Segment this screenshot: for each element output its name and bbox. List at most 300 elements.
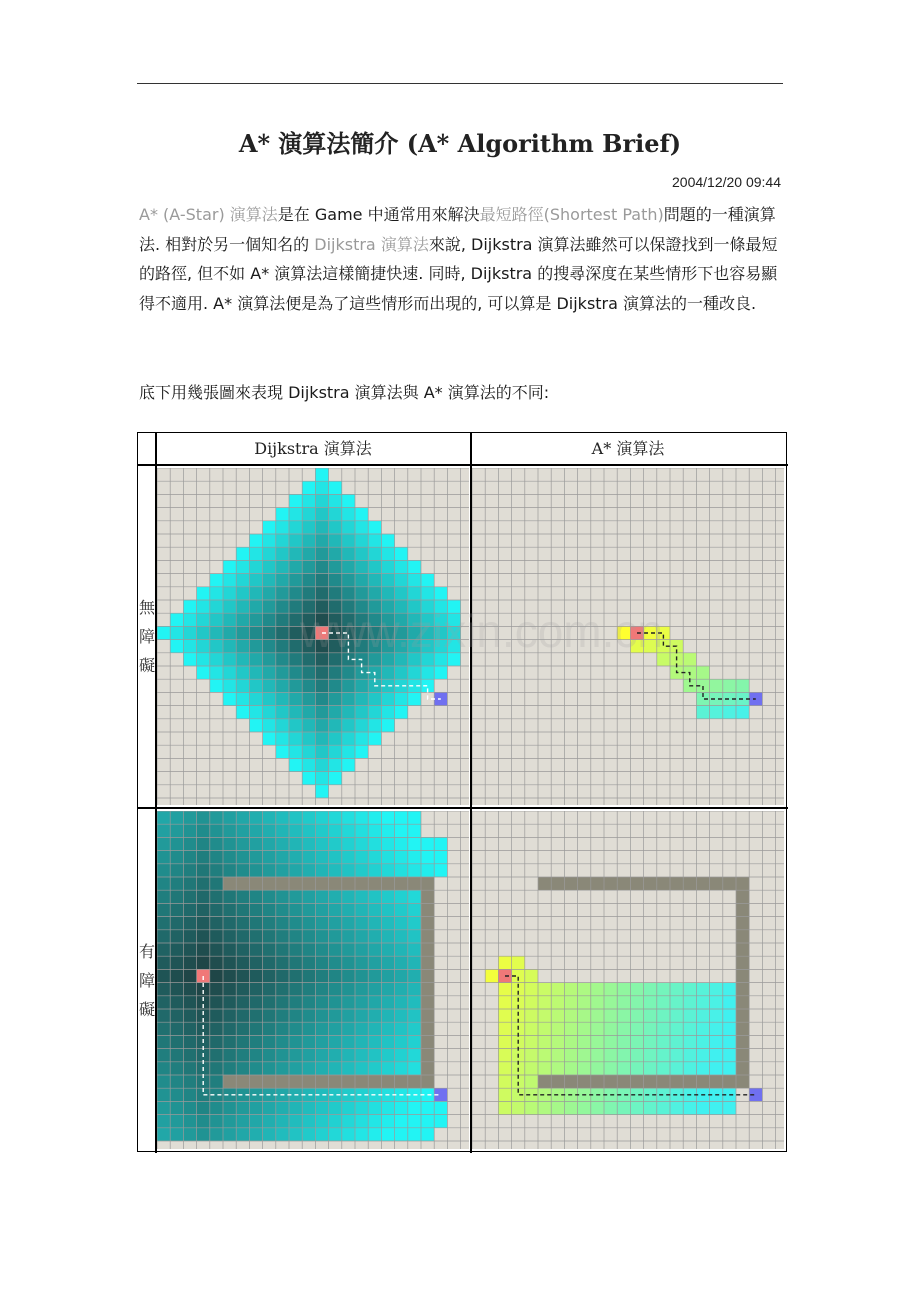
explored-cell bbox=[395, 574, 408, 587]
explored-cell bbox=[498, 1009, 511, 1022]
explored-cell bbox=[368, 864, 381, 877]
explored-cell bbox=[197, 613, 210, 626]
wall-cell bbox=[736, 1022, 749, 1035]
explored-cell bbox=[342, 1035, 355, 1048]
explored-cell bbox=[289, 930, 302, 943]
explored-cell bbox=[315, 653, 328, 666]
explored-cell bbox=[263, 837, 276, 850]
explored-cell bbox=[315, 772, 328, 785]
explored-cell bbox=[368, 811, 381, 824]
explored-cell bbox=[381, 1049, 394, 1062]
explored-cell bbox=[315, 494, 328, 507]
wall-cell bbox=[355, 1075, 368, 1088]
explored-cell bbox=[381, 1009, 394, 1022]
explored-cell bbox=[395, 903, 408, 916]
explored-cell bbox=[170, 969, 183, 982]
goal-cell bbox=[434, 692, 447, 705]
explored-cell bbox=[302, 587, 315, 600]
explored-cell bbox=[657, 1022, 670, 1035]
explored-cell bbox=[408, 574, 421, 587]
explored-cell bbox=[395, 1035, 408, 1048]
explored-cell bbox=[263, 864, 276, 877]
explored-cell bbox=[170, 1049, 183, 1062]
explored-cell bbox=[315, 613, 328, 626]
explored-cell bbox=[696, 996, 709, 1009]
explored-cell bbox=[289, 811, 302, 824]
explored-cell bbox=[315, 903, 328, 916]
explored-cell bbox=[368, 1022, 381, 1035]
explored-cell bbox=[329, 1101, 342, 1114]
astar-obstacle-grid bbox=[472, 811, 784, 1149]
explored-cell bbox=[355, 745, 368, 758]
explored-cell bbox=[421, 600, 434, 613]
explored-cell bbox=[183, 996, 196, 1009]
explored-cell bbox=[408, 1009, 421, 1022]
wall-cell bbox=[302, 877, 315, 890]
explored-cell bbox=[670, 1035, 683, 1048]
explored-cell bbox=[657, 1035, 670, 1048]
explored-cell bbox=[263, 1101, 276, 1114]
explored-cell bbox=[263, 890, 276, 903]
explored-cell bbox=[197, 1115, 210, 1128]
explored-cell bbox=[355, 587, 368, 600]
wall-cell bbox=[551, 1075, 564, 1088]
explored-cell bbox=[197, 1128, 210, 1141]
explored-cell bbox=[263, 666, 276, 679]
explored-cell bbox=[525, 1075, 538, 1088]
wall-cell bbox=[657, 877, 670, 890]
explored-cell bbox=[315, 719, 328, 732]
explored-cell bbox=[381, 587, 394, 600]
explored-cell bbox=[342, 1101, 355, 1114]
explored-cell bbox=[315, 824, 328, 837]
wall-cell bbox=[421, 983, 434, 996]
explored-cell bbox=[197, 824, 210, 837]
explored-cell bbox=[157, 890, 170, 903]
explored-cell bbox=[183, 969, 196, 982]
explored-cell bbox=[197, 666, 210, 679]
explored-cell bbox=[329, 969, 342, 982]
explored-cell bbox=[223, 811, 236, 824]
explored-cell bbox=[564, 1062, 577, 1075]
header-astar: A* 演算法 bbox=[591, 439, 665, 458]
explored-cell bbox=[289, 613, 302, 626]
wall-cell bbox=[315, 1075, 328, 1088]
explored-cell bbox=[342, 600, 355, 613]
explored-cell bbox=[342, 930, 355, 943]
explored-cell bbox=[564, 1101, 577, 1114]
explored-cell bbox=[157, 983, 170, 996]
explored-cell bbox=[329, 547, 342, 560]
explored-cell bbox=[315, 1062, 328, 1075]
wall-cell bbox=[368, 1075, 381, 1088]
explored-cell bbox=[368, 903, 381, 916]
explored-cell bbox=[355, 903, 368, 916]
explored-cell bbox=[197, 864, 210, 877]
explored-cell bbox=[381, 706, 394, 719]
explored-cell bbox=[183, 600, 196, 613]
wall-cell bbox=[538, 877, 551, 890]
explored-cell bbox=[263, 1062, 276, 1075]
explored-cell bbox=[381, 917, 394, 930]
explored-cell bbox=[302, 1062, 315, 1075]
explored-cell bbox=[289, 758, 302, 771]
explored-cell bbox=[183, 956, 196, 969]
explored-cell bbox=[249, 1022, 262, 1035]
wall-cell bbox=[710, 877, 723, 890]
explored-cell bbox=[249, 666, 262, 679]
explored-cell bbox=[683, 653, 696, 666]
explored-cell bbox=[183, 824, 196, 837]
explored-cell bbox=[197, 837, 210, 850]
explored-cell bbox=[276, 547, 289, 560]
explored-cell bbox=[157, 864, 170, 877]
explored-cell bbox=[249, 996, 262, 1009]
explored-cell bbox=[355, 521, 368, 534]
explored-cell bbox=[223, 917, 236, 930]
explored-cell bbox=[315, 890, 328, 903]
explored-cell bbox=[498, 1035, 511, 1048]
explored-cell bbox=[408, 560, 421, 573]
explored-cell bbox=[368, 560, 381, 573]
explored-cell bbox=[342, 613, 355, 626]
explored-cell bbox=[421, 587, 434, 600]
explored-cell bbox=[408, 824, 421, 837]
explored-cell bbox=[395, 996, 408, 1009]
explored-cell bbox=[670, 1062, 683, 1075]
explored-cell bbox=[551, 1062, 564, 1075]
explored-cell bbox=[512, 956, 525, 969]
explored-cell bbox=[408, 1115, 421, 1128]
explored-cell bbox=[302, 706, 315, 719]
explored-cell bbox=[591, 1101, 604, 1114]
explored-cell bbox=[276, 600, 289, 613]
explored-cell bbox=[591, 1009, 604, 1022]
goal-cell bbox=[749, 692, 762, 705]
wall-cell bbox=[263, 877, 276, 890]
explored-cell bbox=[644, 1062, 657, 1075]
explored-cell bbox=[498, 996, 511, 1009]
explored-cell bbox=[302, 508, 315, 521]
explored-cell bbox=[630, 1101, 643, 1114]
explored-cell bbox=[223, 666, 236, 679]
explored-cell bbox=[355, 1035, 368, 1048]
explored-cell bbox=[723, 1009, 736, 1022]
explored-cell bbox=[696, 983, 709, 996]
explored-cell bbox=[342, 534, 355, 547]
explored-cell bbox=[289, 1062, 302, 1075]
explored-cell bbox=[644, 983, 657, 996]
explored-cell bbox=[263, 851, 276, 864]
wall-cell bbox=[421, 917, 434, 930]
explored-cell bbox=[591, 996, 604, 1009]
explored-cell bbox=[342, 692, 355, 705]
explored-cell bbox=[421, 851, 434, 864]
wall-cell bbox=[342, 1075, 355, 1088]
explored-cell bbox=[183, 1101, 196, 1114]
explored-cell bbox=[263, 719, 276, 732]
explored-cell bbox=[315, 969, 328, 982]
intro-text-2: 問題的一種演算法. 相對於另一個知名的 bbox=[139, 205, 776, 254]
explored-cell bbox=[197, 811, 210, 824]
explored-cell bbox=[421, 837, 434, 850]
explored-cell bbox=[183, 626, 196, 639]
explored-cell bbox=[381, 811, 394, 824]
explored-cell bbox=[381, 574, 394, 587]
explored-cell bbox=[276, 692, 289, 705]
explored-cell bbox=[342, 758, 355, 771]
explored-cell bbox=[315, 943, 328, 956]
explored-cell bbox=[170, 903, 183, 916]
explored-cell bbox=[183, 1088, 196, 1101]
explored-cell bbox=[315, 851, 328, 864]
explored-cell bbox=[421, 574, 434, 587]
explored-cell bbox=[342, 969, 355, 982]
explored-cell bbox=[408, 626, 421, 639]
explored-cell bbox=[355, 996, 368, 1009]
explored-cell bbox=[197, 851, 210, 864]
explored-cell bbox=[263, 930, 276, 943]
explored-cell bbox=[644, 1022, 657, 1035]
explored-cell bbox=[170, 890, 183, 903]
explored-cell bbox=[434, 1101, 447, 1114]
explored-cell bbox=[670, 1009, 683, 1022]
explored-cell bbox=[525, 1101, 538, 1114]
explored-cell bbox=[276, 1022, 289, 1035]
explored-cell bbox=[223, 824, 236, 837]
explored-cell bbox=[538, 1009, 551, 1022]
explored-cell bbox=[395, 692, 408, 705]
explored-cell bbox=[210, 983, 223, 996]
explored-cell bbox=[329, 943, 342, 956]
explored-cell bbox=[657, 1101, 670, 1114]
explored-cell bbox=[381, 1035, 394, 1048]
explored-cell bbox=[342, 560, 355, 573]
explored-cell bbox=[498, 1088, 511, 1101]
wall-cell bbox=[617, 877, 630, 890]
explored-cell bbox=[302, 758, 315, 771]
explored-cell bbox=[355, 732, 368, 745]
explored-cell bbox=[525, 1049, 538, 1062]
explored-cell bbox=[249, 534, 262, 547]
explored-cell bbox=[249, 824, 262, 837]
explored-cell bbox=[210, 930, 223, 943]
explored-cell bbox=[249, 640, 262, 653]
explored-cell bbox=[381, 956, 394, 969]
explored-cell bbox=[276, 956, 289, 969]
explored-cell bbox=[564, 1035, 577, 1048]
explored-cell bbox=[236, 1128, 249, 1141]
explored-cell bbox=[315, 864, 328, 877]
explored-cell bbox=[368, 600, 381, 613]
explored-cell bbox=[578, 1101, 591, 1114]
explored-cell bbox=[696, 1101, 709, 1114]
explored-cell bbox=[355, 706, 368, 719]
explored-cell bbox=[223, 969, 236, 982]
explored-cell bbox=[329, 666, 342, 679]
explored-cell bbox=[236, 996, 249, 1009]
explored-cell bbox=[498, 956, 511, 969]
explored-cell bbox=[289, 719, 302, 732]
explored-cell bbox=[630, 996, 643, 1009]
explored-cell bbox=[289, 983, 302, 996]
comparison-table bbox=[137, 432, 787, 1152]
explored-cell bbox=[170, 837, 183, 850]
shortest-path-link[interactable]: 最短路徑(Shortest Path) bbox=[479, 205, 664, 224]
explored-cell bbox=[302, 1101, 315, 1114]
explored-cell bbox=[329, 745, 342, 758]
explored-cell bbox=[183, 837, 196, 850]
explored-cell bbox=[302, 745, 315, 758]
explored-cell bbox=[591, 1049, 604, 1062]
explored-cell bbox=[315, 758, 328, 771]
explored-cell bbox=[236, 1101, 249, 1114]
explored-cell bbox=[710, 1049, 723, 1062]
dijkstra-link[interactable]: Dijkstra 演算法 bbox=[314, 234, 429, 254]
row-label-obstacle bbox=[138, 937, 156, 1024]
astar-link[interactable]: A* (A-Star) 演算法 bbox=[139, 205, 278, 224]
explored-cell bbox=[276, 837, 289, 850]
explored-cell bbox=[210, 574, 223, 587]
explored-cell bbox=[408, 943, 421, 956]
explored-cell bbox=[315, 1128, 328, 1141]
explored-cell bbox=[263, 653, 276, 666]
explored-cell bbox=[183, 1049, 196, 1062]
explored-cell bbox=[342, 666, 355, 679]
explored-cell bbox=[183, 1128, 196, 1141]
explored-cell bbox=[408, 1128, 421, 1141]
explored-cell bbox=[276, 706, 289, 719]
explored-cell bbox=[157, 811, 170, 824]
explored-cell bbox=[381, 851, 394, 864]
explored-cell bbox=[381, 640, 394, 653]
explored-cell bbox=[302, 1022, 315, 1035]
explored-cell bbox=[289, 679, 302, 692]
explored-cell bbox=[710, 1062, 723, 1075]
explored-cell bbox=[236, 811, 249, 824]
explored-cell bbox=[302, 547, 315, 560]
explored-cell bbox=[355, 930, 368, 943]
explored-cell bbox=[368, 956, 381, 969]
explored-cell bbox=[315, 1009, 328, 1022]
wall-cell bbox=[421, 1009, 434, 1022]
explored-cell bbox=[368, 653, 381, 666]
explored-cell bbox=[485, 969, 498, 982]
explored-cell bbox=[249, 1049, 262, 1062]
explored-cell bbox=[447, 600, 460, 613]
explored-cell bbox=[223, 613, 236, 626]
explored-cell bbox=[368, 547, 381, 560]
explored-cell bbox=[395, 1009, 408, 1022]
wall-cell bbox=[736, 917, 749, 930]
explored-cell bbox=[315, 679, 328, 692]
explored-cell bbox=[263, 983, 276, 996]
explored-cell bbox=[210, 956, 223, 969]
explored-cell bbox=[302, 1009, 315, 1022]
explored-cell bbox=[289, 587, 302, 600]
explored-cell bbox=[210, 864, 223, 877]
explored-cell bbox=[329, 903, 342, 916]
explored-cell bbox=[368, 824, 381, 837]
explored-cell bbox=[525, 1062, 538, 1075]
explored-cell bbox=[368, 930, 381, 943]
explored-cell bbox=[434, 837, 447, 850]
explored-cell bbox=[210, 600, 223, 613]
explored-cell bbox=[329, 640, 342, 653]
explored-cell bbox=[263, 560, 276, 573]
wall-cell bbox=[736, 1035, 749, 1048]
explored-cell bbox=[289, 653, 302, 666]
explored-cell bbox=[434, 666, 447, 679]
explored-cell bbox=[538, 1022, 551, 1035]
explored-cell bbox=[368, 1115, 381, 1128]
explored-cell bbox=[263, 996, 276, 1009]
wall-cell bbox=[617, 1075, 630, 1088]
explored-cell bbox=[329, 534, 342, 547]
explored-cell bbox=[538, 983, 551, 996]
explored-cell bbox=[170, 943, 183, 956]
explored-cell bbox=[395, 547, 408, 560]
explored-cell bbox=[157, 1062, 170, 1075]
explored-cell bbox=[381, 903, 394, 916]
explored-cell bbox=[223, 956, 236, 969]
explored-cell bbox=[249, 626, 262, 639]
explored-cell bbox=[236, 969, 249, 982]
explored-cell bbox=[210, 1128, 223, 1141]
explored-cell bbox=[395, 1062, 408, 1075]
wall-cell bbox=[578, 1075, 591, 1088]
explored-cell bbox=[696, 1009, 709, 1022]
explored-cell bbox=[578, 983, 591, 996]
explored-cell bbox=[498, 1062, 511, 1075]
explored-cell bbox=[276, 1062, 289, 1075]
explored-cell bbox=[223, 1009, 236, 1022]
explored-cell bbox=[355, 1128, 368, 1141]
explored-cell bbox=[329, 1009, 342, 1022]
explored-cell bbox=[249, 903, 262, 916]
wall-cell bbox=[710, 1075, 723, 1088]
explored-cell bbox=[355, 508, 368, 521]
explored-cell bbox=[302, 692, 315, 705]
explored-cell bbox=[604, 1062, 617, 1075]
explored-cell bbox=[381, 837, 394, 850]
explored-cell bbox=[710, 996, 723, 1009]
wall-cell bbox=[421, 1049, 434, 1062]
explored-cell bbox=[289, 1035, 302, 1048]
explored-cell bbox=[263, 969, 276, 982]
explored-cell bbox=[591, 1062, 604, 1075]
explored-cell bbox=[342, 508, 355, 521]
explored-cell bbox=[210, 1101, 223, 1114]
explored-cell bbox=[408, 864, 421, 877]
explored-cell bbox=[329, 653, 342, 666]
explored-cell bbox=[157, 1128, 170, 1141]
explored-cell bbox=[355, 811, 368, 824]
wall-cell bbox=[736, 1049, 749, 1062]
explored-cell bbox=[315, 560, 328, 573]
explored-cell bbox=[302, 996, 315, 1009]
explored-cell bbox=[381, 930, 394, 943]
explored-cell bbox=[183, 1062, 196, 1075]
wall-cell bbox=[276, 877, 289, 890]
explored-cell bbox=[551, 1009, 564, 1022]
explored-cell bbox=[276, 745, 289, 758]
explored-cell bbox=[617, 1022, 630, 1035]
explored-cell bbox=[263, 824, 276, 837]
explored-cell bbox=[236, 547, 249, 560]
explored-cell bbox=[315, 706, 328, 719]
explored-cell bbox=[342, 811, 355, 824]
